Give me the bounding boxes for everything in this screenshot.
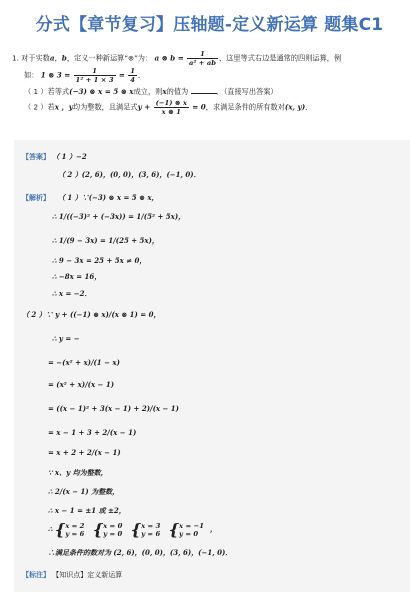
solution-line: = (x² + x)/(x − 1) bbox=[48, 380, 115, 389]
system-3: x = 3 y = 6 bbox=[141, 521, 161, 538]
question-intro: 1. 对于实数a，b，定义一种新运算“⊗”为： a ⊗ b = $\frac{1}{\text{a² + ab}}$ ，这里等式右边是通常的四则运算，例 bbox=[12, 50, 342, 67]
answer-part1: （ 1 ）−2 bbox=[52, 152, 87, 161]
part1-post: 的值为 bbox=[166, 87, 189, 96]
answer-label: 【答案】 bbox=[22, 153, 50, 161]
question-block bbox=[12, 50, 412, 116]
solution-line: （ 1 ）∵(−3) ⊗ x = 5 ⊗ x， bbox=[58, 193, 159, 202]
part2-post: ，求满足条件的所有数对 bbox=[205, 102, 285, 112]
definition-fraction: $\frac{1}{\text{a² + ab}}$ bbox=[189, 50, 216, 67]
solution-line: = x + 2 + 2/(x − 1) bbox=[48, 448, 121, 457]
part1-tail: ．（直接写出答案） bbox=[216, 87, 278, 96]
solution-label-row bbox=[22, 193, 50, 203]
solution-line: ∴ 1/(9 − 3x) = 1/(25 + 5x)， bbox=[52, 236, 159, 245]
part1-equation: (−3) ⊗ x = 5 ⊗ x bbox=[69, 87, 134, 96]
example-fraction: $\frac{1}{\text{1² + 1 × 3}}$ bbox=[75, 67, 114, 84]
question-example: 如： 1 ⊗ 3 = $\frac{1}{\text{1² + 1 × 3}}$ = $\frac{1}{4}$ ． bbox=[24, 67, 146, 84]
solution-line: = ((x − 1)² + 3(x − 1) + 2)/(x − 1) bbox=[48, 404, 179, 413]
answer-blank bbox=[191, 86, 217, 94]
tag-label: 【标注】 bbox=[22, 571, 50, 579]
answer-section bbox=[22, 152, 87, 162]
solution-line: ∴ x = −2． bbox=[52, 289, 92, 298]
part2-prefix: （ 2 ）若 bbox=[24, 102, 55, 112]
part1-var: x bbox=[162, 87, 167, 96]
system-2: x = 0 y = 0 bbox=[103, 521, 123, 538]
intro-text: 对于实数 bbox=[21, 53, 50, 63]
answer-part2: （ 2 ）(2, 6)，(0, 0)，(3, 6)，(−1, 0)． bbox=[58, 170, 201, 179]
answer-part2-row bbox=[58, 170, 201, 180]
part1-mid: 成立，则 bbox=[133, 87, 163, 96]
solution-line: （ 2 ）∵ y + ((−1) ⊗ x)/(x ⊗ 1) = 0， bbox=[22, 310, 161, 319]
intro-text-b: ，定义一种新运算“⊗”为： bbox=[66, 53, 153, 63]
system-4: x = −1 y = 0 bbox=[179, 521, 204, 538]
solution-line: ∵ x、y 均为整数， bbox=[48, 468, 108, 477]
systems-row: ∴ { x = 2 y = 6 { x = 0 y = 0 { x = 3 y = 6 { x = −1 y = 0 ， bbox=[48, 520, 217, 539]
example-result: $\frac{1}{4}$ bbox=[130, 67, 135, 84]
question-part2 bbox=[12, 99, 412, 116]
question-part1 bbox=[12, 86, 412, 97]
solution-line: ∴满足条件的数对为 (2, 6)，(0, 0)，(3, 6)，(−1, 0)． bbox=[48, 548, 233, 557]
part2-y: y + bbox=[137, 102, 151, 112]
question-number: 1. bbox=[12, 53, 19, 63]
solution-line: ∴ 1/((−3)² + (−3x)) = 1/(5² + 5x)， bbox=[52, 212, 186, 221]
solution-line: ∴ 2/(x − 1) 为整数， bbox=[48, 487, 120, 496]
solution-line: = −(x² + x)/(1 − x) bbox=[48, 358, 120, 367]
part1-prefix: （ 1 ）若等式 bbox=[24, 87, 70, 96]
part2-end: ． bbox=[305, 102, 313, 112]
tag-text: 【知识点】定义新运算 bbox=[52, 571, 123, 579]
intro-text-c: ，这里等式右边是通常的四则运算，例 bbox=[218, 53, 342, 63]
part2-fraction: $\frac{(-1) \otimes x}{x \otimes 1}$ bbox=[155, 99, 187, 116]
part2-pair: (x, y) bbox=[284, 102, 306, 112]
example-equals: = bbox=[118, 70, 125, 80]
solution-line: ∴ −8x = 16， bbox=[52, 272, 102, 281]
tag-section bbox=[22, 570, 122, 580]
example-lhs: 1 ⊗ 3 = bbox=[40, 70, 71, 80]
example-prefix: 如： bbox=[24, 70, 39, 80]
part2-eq: = 0 bbox=[192, 102, 206, 112]
solution-line: ∴ y = − bbox=[52, 334, 80, 343]
part2-vars: x ，y bbox=[54, 102, 73, 112]
solution-line: ∴ x − 1 = ±1 或 ±2， bbox=[48, 506, 126, 515]
solution-label: 【解析】 bbox=[22, 194, 50, 202]
part2-mid: 均为整数，且满足式 bbox=[72, 102, 138, 112]
solution-panel bbox=[14, 140, 410, 592]
solution-line: ∴ 9 − 3x = 25 + 5x ≠ 0， bbox=[52, 256, 147, 265]
system-1: x = 2 y = 6 bbox=[65, 521, 85, 538]
page-title: 分式【章节复习】压轴题-定义新运算 题集C1 bbox=[35, 15, 384, 35]
definition-lhs: a ⊗ b = bbox=[154, 53, 184, 63]
solution-line: = x − 1 + 3 + 2/(x − 1) bbox=[48, 428, 137, 437]
